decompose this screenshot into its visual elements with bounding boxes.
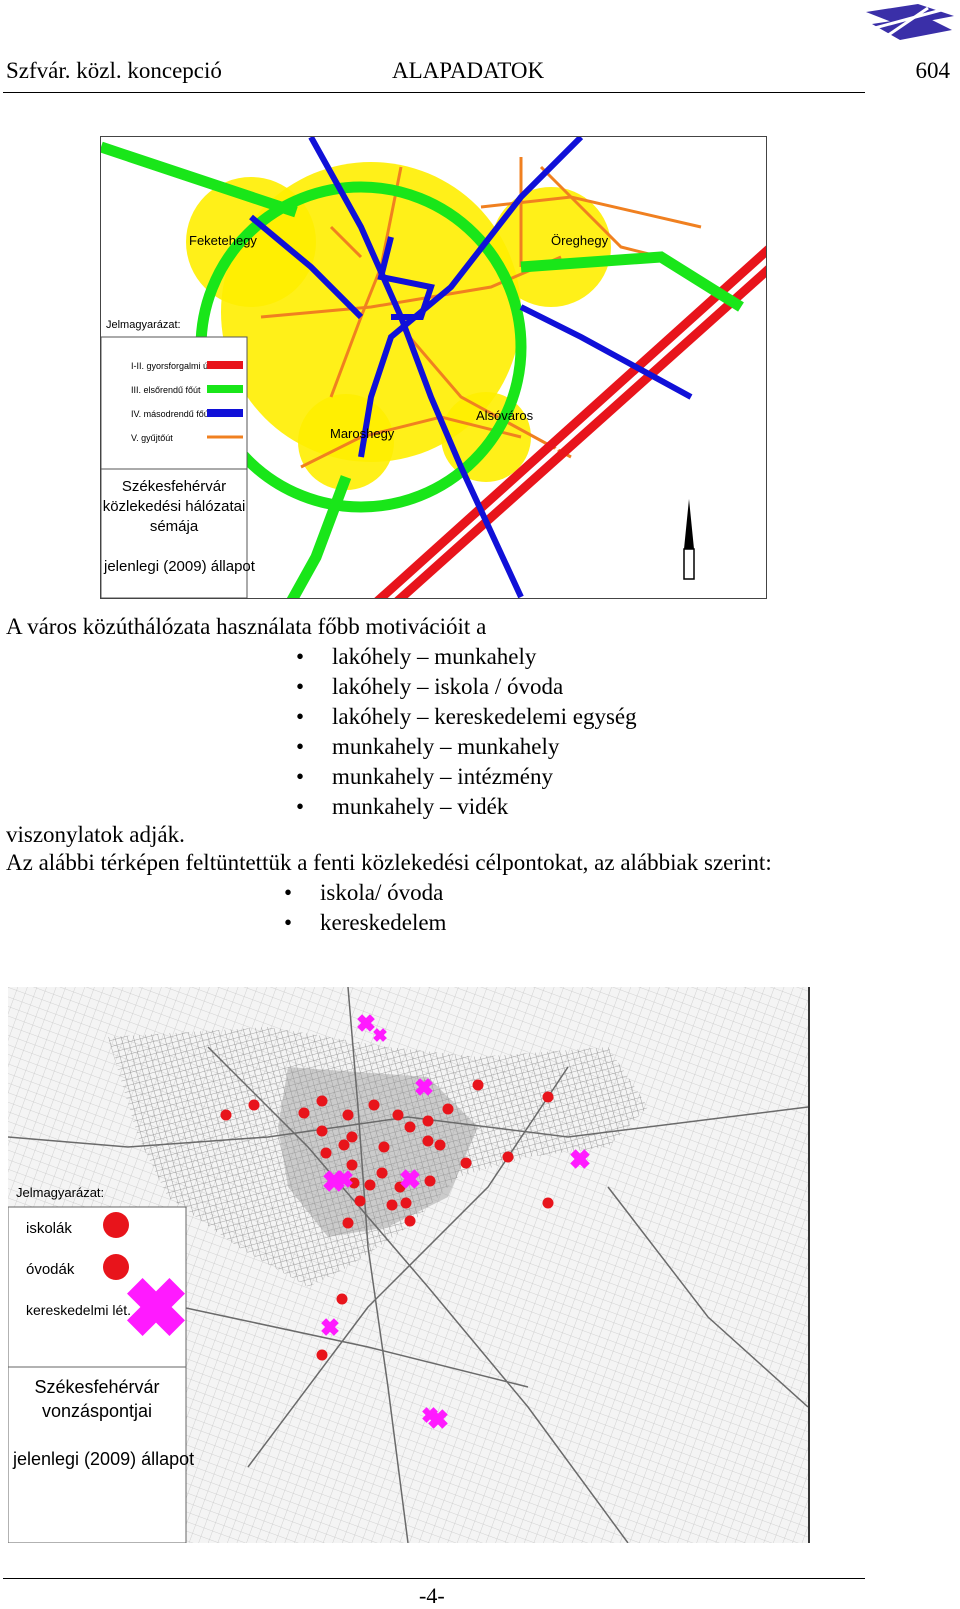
school-point	[343, 1218, 354, 1229]
legend-title: Jelmagyarázat:	[16, 1185, 105, 1200]
bullet-dot: •	[296, 734, 305, 759]
school-point	[299, 1108, 310, 1119]
school-point	[339, 1140, 350, 1151]
school-point	[355, 1196, 366, 1207]
school-point	[365, 1180, 376, 1191]
attraction-points-map	[8, 987, 810, 1543]
state-label: jelenlegi (2009) állapot	[13, 1449, 195, 1469]
bullet-text: munkahely – munkahely	[332, 734, 560, 759]
intro-text: A város közúthálózata használata főbb motivációit a	[6, 614, 487, 639]
network-scheme-map	[100, 136, 767, 599]
legend-label: V. gyűjtőút	[131, 433, 173, 443]
school-point	[543, 1092, 554, 1103]
bullet-text: munkahely – intézmény	[332, 764, 553, 789]
bullet-text: lakóhely – munkahely	[332, 644, 537, 669]
school-point	[317, 1350, 328, 1361]
school-point	[337, 1294, 348, 1305]
legend-label: IV. másodrendű főút	[131, 409, 212, 419]
school-point	[543, 1198, 554, 1209]
bullet-text: kereskedelem	[320, 910, 447, 935]
school-point	[435, 1140, 446, 1151]
legend-label: kereskedelmi lét.	[26, 1302, 132, 1318]
school-point	[461, 1158, 472, 1169]
school-point	[405, 1122, 416, 1133]
header-section-title: ALAPADATOK	[392, 58, 545, 83]
school-point	[393, 1110, 404, 1121]
legend-label: iskolák	[26, 1220, 72, 1237]
school-point	[503, 1152, 514, 1163]
state-label: jelenlegi (2009) állapot	[104, 558, 255, 575]
bullet-dot: •	[284, 880, 293, 905]
bullet-dot: •	[284, 910, 293, 935]
bullet-dot: •	[296, 644, 305, 669]
school-point	[317, 1126, 328, 1137]
bullet-text: iskola/ óvoda	[320, 880, 444, 905]
header-rule	[3, 92, 865, 93]
school-point	[317, 1096, 328, 1107]
school-point	[405, 1216, 416, 1227]
school-point	[443, 1104, 454, 1115]
network-scheme-svg	[101, 137, 766, 598]
school-point	[343, 1110, 354, 1121]
legend-box	[101, 337, 247, 469]
place-label: Öreghegy	[551, 233, 609, 248]
logo-icon	[858, 2, 958, 44]
map-intro-text: Az alábbi térképen feltüntettük a fenti közlekedési célpontokat, az alábbiak szerint:	[6, 850, 772, 875]
caption-line: vonzáspontjai	[41, 1401, 153, 1421]
school-legend-icon	[103, 1212, 129, 1238]
place-label: Alsóváros	[476, 408, 534, 423]
school-point	[423, 1136, 434, 1147]
school-point	[423, 1116, 434, 1127]
bullet-text: munkahely – vidék	[332, 794, 509, 819]
legend-label: I-II. gyorsforgalmi út	[131, 361, 211, 371]
bullet-dot: •	[296, 764, 305, 789]
header-page-number: 604	[915, 58, 950, 83]
north-arrow-icon	[684, 499, 694, 579]
legend-label: III. elsőrendű főút	[131, 385, 201, 395]
school-point	[473, 1080, 484, 1091]
school-point	[249, 1100, 260, 1111]
school-point	[379, 1142, 390, 1153]
after-text: viszonylatok adják.	[6, 822, 185, 847]
school-point	[387, 1200, 398, 1211]
header-document-title: Szfvár. közl. koncepció	[6, 58, 222, 83]
school-point	[425, 1176, 436, 1187]
school-point	[347, 1132, 358, 1143]
school-point	[401, 1198, 412, 1209]
bullet-text: lakóhely – iskola / óvoda	[332, 674, 564, 699]
legend-label: óvodák	[26, 1261, 75, 1278]
bullet-dot: •	[296, 704, 305, 729]
bullet-dot: •	[296, 794, 305, 819]
school-point	[321, 1148, 332, 1159]
place-label: Feketehegy	[189, 233, 257, 248]
school-point	[347, 1160, 358, 1171]
footer-rule	[3, 1578, 865, 1579]
caption-line: Székesfehérvár	[34, 1377, 160, 1397]
school-point	[221, 1110, 232, 1121]
kindergarten-legend-icon	[103, 1254, 129, 1280]
legend-title: Jelmagyarázat:	[106, 319, 181, 331]
caption-line: közlekedési hálózatai	[102, 498, 246, 515]
school-point	[369, 1100, 380, 1111]
bullet-text: lakóhely – kereskedelemi egység	[332, 704, 637, 729]
caption-line: sémája	[149, 518, 199, 535]
caption-line: Székesfehérvár	[121, 478, 227, 495]
place-label: Maroshegy	[330, 426, 395, 441]
bullet-dot: •	[296, 674, 305, 699]
footer-page-number: -4-	[419, 1583, 445, 1608]
attraction-points-svg	[8, 987, 808, 1543]
school-point	[377, 1168, 388, 1179]
